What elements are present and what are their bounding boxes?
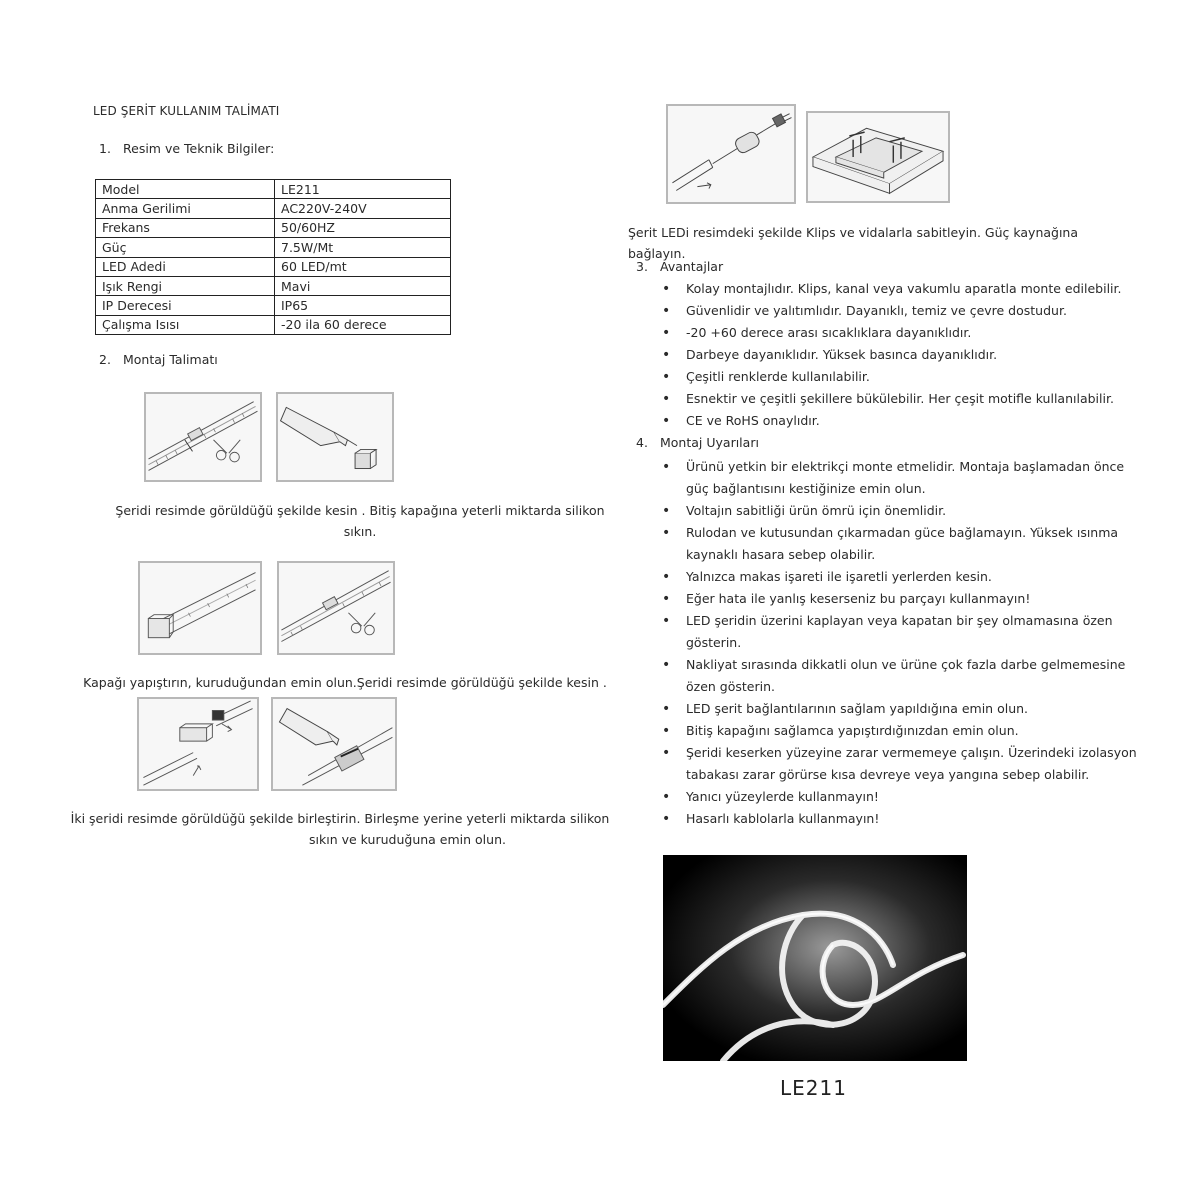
list-item-line: gösterin. bbox=[686, 635, 742, 650]
caption-1 bbox=[110, 500, 610, 542]
spec-key: LED Adedi bbox=[96, 257, 275, 276]
list-item bbox=[660, 786, 1137, 808]
spec-key: Anma Gerilimi bbox=[96, 199, 275, 218]
list-item bbox=[660, 522, 1137, 566]
list-item-line: • Nakliyat sırasında dikkatli olun ve ürüne çok fazla darbe gelmemesine bbox=[686, 657, 1126, 672]
list-item-line: güç bağlantısını kestiğinize emin olun. bbox=[686, 481, 926, 496]
section-1-heading bbox=[99, 141, 274, 156]
table-row bbox=[96, 238, 451, 257]
caption-2 bbox=[80, 672, 610, 693]
table-row bbox=[96, 257, 451, 276]
list-item-line: • Şeridi keserken yüzeyine zarar vermemeye çalışın. Üzerindeki izolasyon bbox=[686, 745, 1137, 760]
spec-value: -20 ila 60 derece bbox=[275, 315, 451, 334]
document-title: LED ŞERİT KULLANIM TALİMATI bbox=[93, 104, 280, 118]
section-3-number: 3. bbox=[636, 259, 648, 274]
list-item-line: • Yanıcı yüzeylerde kullanmayın! bbox=[686, 789, 879, 804]
figure-join-silicone bbox=[271, 697, 397, 791]
section-2-number: 2. bbox=[99, 352, 111, 367]
list-item bbox=[660, 720, 1137, 742]
section-1-label: Resim ve Teknik Bilgiler: bbox=[123, 141, 275, 156]
figure-connector bbox=[137, 697, 259, 791]
caption-1-line-2: sıkın. bbox=[343, 524, 377, 539]
caption-3 bbox=[70, 808, 610, 850]
spec-value: 50/60HZ bbox=[275, 218, 451, 237]
spec-value: 60 LED/mt bbox=[275, 257, 451, 276]
list-item-line: tabakası zarar görürse kısa devreye veya yangına sebep olabilir. bbox=[686, 767, 1090, 782]
list-item-line: • Ürünü yetkin bir elektrikçi monte etmelidir. Montaja başlamadan önce bbox=[686, 459, 1125, 474]
list-item bbox=[660, 566, 1137, 588]
list-item bbox=[660, 654, 1137, 698]
table-row bbox=[96, 199, 451, 218]
list-item-line: • Yalnızca makas işareti ile işaretli yerlerden kesin. bbox=[686, 569, 992, 584]
spec-key: Model bbox=[96, 180, 275, 199]
caption-3-line-1: İki şeridi resimde görüldüğü şekilde birleştirin. Birleşme yerine yeterli miktarda silikon bbox=[70, 811, 610, 826]
section-1-number: 1. bbox=[99, 141, 111, 156]
section-4-label: Montaj Uyarıları bbox=[660, 435, 759, 450]
list-item: • Güvenlidir ve yalıtımlıdır. Dayanıklı, temiz ve çevre dostudur. bbox=[660, 300, 1122, 322]
spec-value: IP65 bbox=[275, 296, 451, 315]
list-item bbox=[660, 610, 1137, 654]
list-item-line: özen gösterin. bbox=[686, 679, 775, 694]
spec-key: Güç bbox=[96, 238, 275, 257]
table-row bbox=[96, 276, 451, 295]
caption-1-line-1: Şeridi resimde görüldüğü şekilde kesin . Bitiş kapağına yeterli miktarda silikon bbox=[115, 503, 605, 518]
section-2-heading bbox=[99, 352, 218, 367]
list-item-line: • LED şeridin üzerini kaplayan veya kapatan bir şey olmamasına özen bbox=[686, 613, 1113, 628]
spec-key: IP Derecesi bbox=[96, 296, 275, 315]
table-row bbox=[96, 218, 451, 237]
section-3-label: Avantajlar bbox=[660, 259, 724, 274]
table-row bbox=[96, 296, 451, 315]
list-item: • Kolay montajlıdır. Klips, kanal veya vakumlu aparatla monte edilebilir. bbox=[660, 278, 1122, 300]
list-item-line: • Eğer hata ile yanlış keserseniz bu parçayı kullanmayın! bbox=[686, 591, 1031, 606]
spec-key: Çalışma Isısı bbox=[96, 315, 275, 334]
list-item-line: • Hasarlı kablolarla kullanmayın! bbox=[686, 811, 880, 826]
list-item-line: • Voltajın sabitliği ürün ömrü için önemlidir. bbox=[686, 503, 947, 518]
warnings-list bbox=[660, 456, 1137, 830]
list-item-line: • Bitiş kapağını sağlamca yapıştırdığınızdan emin olun. bbox=[686, 723, 1019, 738]
photo-model-label: LE211 bbox=[780, 1076, 847, 1100]
spec-value: AC220V-240V bbox=[275, 199, 451, 218]
figure-cut-strip bbox=[144, 392, 262, 482]
advantages-list bbox=[660, 278, 1122, 432]
section-4-number: 4. bbox=[636, 435, 648, 450]
spec-key: Frekans bbox=[96, 218, 275, 237]
figure-power-supply bbox=[666, 104, 796, 204]
spec-table bbox=[95, 179, 451, 335]
figure-cut-strip-2 bbox=[277, 561, 395, 655]
list-item bbox=[660, 588, 1137, 610]
figure-end-cap bbox=[138, 561, 262, 655]
spec-key: Işık Rengi bbox=[96, 276, 275, 295]
list-item bbox=[660, 742, 1137, 786]
caption-3-line-2: sıkın ve kuruduğuna emin olun. bbox=[309, 832, 506, 847]
list-item: • Darbeye dayanıklıdır. Yüksek basınca dayanıklıdır. bbox=[660, 344, 1122, 366]
list-item bbox=[660, 456, 1137, 500]
caption-4 bbox=[628, 222, 1138, 264]
list-item: • Çeşitli renklerde kullanılabilir. bbox=[660, 366, 1122, 388]
section-2-label: Montaj Talimatı bbox=[123, 352, 218, 367]
section-4-heading bbox=[636, 435, 759, 450]
list-item: • Esnektir ve çeşitli şekillere bükülebilir. Her çeşit motifle kullanılabilir. bbox=[660, 388, 1122, 410]
list-item-line: kaynaklı hasara sebep olabilir. bbox=[686, 547, 876, 562]
spec-value: 7.5W/Mt bbox=[275, 238, 451, 257]
caption-4-line-1: Şerit LEDi resimdeki şekilde Klips ve vidalarla sabitleyin. Güç kaynağına bağlayın. bbox=[628, 225, 1079, 261]
list-item: • -20 +60 derece arası sıcaklıklara dayanıklıdır. bbox=[660, 322, 1122, 344]
list-item-line: • LED şerit bağlantılarının sağlam yapıldığına emin olun. bbox=[686, 701, 1029, 716]
figure-silicone-tube bbox=[276, 392, 394, 482]
list-item-line: • Rulodan ve kutusundan çıkarmadan güce bağlamayın. Yüksek ısınma bbox=[686, 525, 1119, 540]
table-row bbox=[96, 180, 451, 199]
caption-2-line-1: Kapağı yapıştırın, kuruduğundan emin olun.Şeridi resimde görüldüğü şekilde kesin . bbox=[83, 675, 607, 690]
product-photo bbox=[663, 855, 967, 1061]
list-item bbox=[660, 500, 1137, 522]
spec-value: Mavi bbox=[275, 276, 451, 295]
table-row bbox=[96, 315, 451, 334]
list-item bbox=[660, 698, 1137, 720]
spec-value: LE211 bbox=[275, 180, 451, 199]
figure-clip-mount bbox=[806, 111, 950, 203]
list-item bbox=[660, 808, 1137, 830]
section-3-heading bbox=[636, 259, 723, 274]
list-item: • CE ve RoHS onaylıdır. bbox=[660, 410, 1122, 432]
